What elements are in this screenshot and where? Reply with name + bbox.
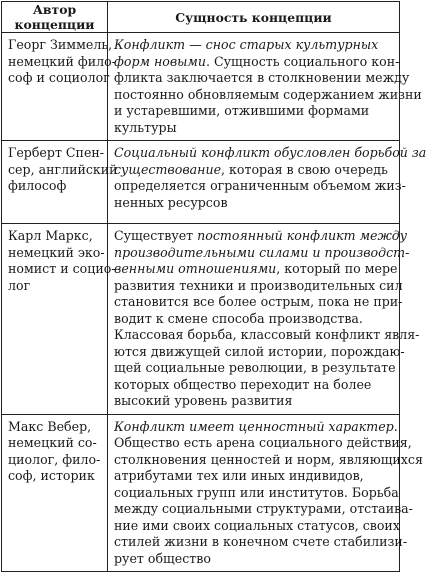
- essence-line: [114, 294, 403, 311]
- essence-line: [114, 195, 393, 212]
- essence-line: [114, 501, 413, 518]
- author-cell: [2, 33, 116, 141]
- essence-text: Общество есть арена социального действия,: [114, 435, 412, 450]
- essence-line: [114, 451, 423, 469]
- essence-italic-text: Конфликт имеет ценностный характер.: [114, 418, 398, 434]
- essence-line: [114, 360, 396, 377]
- author-line: сер, английский: [8, 161, 118, 177]
- author-line: номист и социо-: [8, 261, 116, 276]
- concepts-table: [1, 1, 426, 572]
- essence-line: [114, 228, 408, 245]
- essence-text: становится все более острым, пока не при-: [114, 294, 403, 309]
- essence-line: [114, 162, 393, 179]
- essence-text: между социальными структурами, отстаива-: [114, 501, 413, 516]
- essence-line: [114, 468, 393, 485]
- essence-text: . Сущность социального кон-: [205, 53, 400, 69]
- essence-text: Классовая борьба, классовый конфликт явля-: [114, 327, 420, 342]
- essence-italic-text: Конфликт — снос старых культурных: [114, 37, 379, 52]
- author-line: Георг Зиммель,: [8, 37, 113, 52]
- essence-line: [114, 551, 393, 568]
- essence-text: ненных ресурсов: [114, 194, 228, 210]
- essence-text: ние ими своих социальных статусов, своих: [114, 517, 400, 533]
- essence-text: Существует: [114, 228, 198, 243]
- essence-text: постоянно обновляемым содержанием жизни: [114, 86, 422, 102]
- essence-italic-text: венными отношениями: [114, 261, 277, 276]
- author-line: циолог, фило-: [8, 451, 101, 467]
- author-line: немецкий со-: [8, 435, 97, 450]
- author-line: философ: [8, 178, 67, 193]
- table-row: [2, 141, 400, 224]
- essence-line: [114, 517, 400, 535]
- essence-text: , которая в свою очередь: [221, 161, 388, 177]
- essence-text: стилей жизни в конечном счете стабилизи-: [114, 534, 408, 549]
- table-row: [2, 224, 400, 415]
- author-column-header: Автор концепции: [2, 2, 108, 33]
- essence-text: социальных групп или институтов. Борьба: [114, 484, 399, 500]
- essence-italic-text: производительными силами и производст-: [114, 244, 410, 260]
- essence-text: столкновения ценностей и норм, являющихся: [114, 451, 423, 467]
- essence-line: [114, 534, 408, 551]
- author-line: Макс Вебер,: [8, 418, 92, 434]
- essence-line: [114, 343, 405, 361]
- essence-text: и устаревшими, отжившими формами: [114, 103, 370, 118]
- essence-column-header: Сущность концепции: [108, 2, 400, 33]
- author-line: немецкий фило-: [8, 53, 116, 69]
- author-line: соф, историк: [8, 468, 95, 483]
- essence-line: [114, 70, 410, 87]
- author-line: немецкий эко-: [8, 244, 105, 260]
- table-row: [2, 414, 400, 572]
- author-cell: [2, 414, 108, 572]
- author-line: соф и социолог: [8, 70, 110, 85]
- essence-text: атрибутами тех или иных индивидов,: [114, 468, 364, 483]
- essence-line: [114, 53, 400, 71]
- essence-line: [114, 393, 393, 410]
- essence-text: ются движущей силой истории, порождаю-: [114, 343, 405, 359]
- essence-text: рует общество: [114, 550, 211, 566]
- essence-text: фликта заключается в столкновении между: [114, 70, 410, 85]
- essence-cell: [108, 414, 423, 572]
- essence-text: которых общество переходит на более: [114, 376, 372, 392]
- essence-line: [114, 120, 393, 137]
- table-header-row: [2, 2, 400, 33]
- essence-text: , который по мере: [276, 261, 398, 276]
- essence-cell: [108, 141, 426, 224]
- essence-line: [114, 484, 399, 502]
- author-line: Карл Маркс,: [8, 228, 93, 243]
- essence-text: щей социальные революции, в результате: [114, 360, 396, 375]
- essence-italic-text: Социальный конфликт обусловлен борьбой за: [114, 145, 426, 160]
- essence-line: [114, 86, 422, 104]
- essence-text: развития техники и производительных сил: [114, 277, 403, 293]
- essence-line: [114, 418, 398, 436]
- author-line: Герберт Спен-: [8, 145, 105, 160]
- essence-italic-text: постоянный конфликт между: [197, 228, 408, 243]
- essence-line: [114, 277, 403, 295]
- essence-line: [114, 327, 420, 344]
- essence-text: водит к смене способа производства.: [114, 310, 363, 326]
- author-cell: [2, 224, 116, 415]
- essence-line: [114, 145, 426, 162]
- essence-italic-text: форм новыми: [114, 53, 206, 69]
- essence-cell: [108, 224, 420, 415]
- essence-line: [114, 377, 393, 394]
- essence-text: культуры: [114, 119, 177, 135]
- essence-line: [114, 178, 406, 195]
- essence-italic-text: существование: [114, 161, 222, 177]
- essence-line: [114, 261, 398, 278]
- essence-line: [114, 311, 393, 328]
- essence-line: [114, 103, 393, 120]
- essence-line: [114, 435, 412, 452]
- essence-cell: [108, 33, 422, 141]
- table-row: [2, 33, 400, 141]
- essence-text: высокий уровень развития: [114, 393, 293, 408]
- essence-line: [114, 244, 410, 262]
- essence-line: [114, 37, 393, 54]
- author-cell: [2, 141, 118, 224]
- essence-text: определяется ограниченным объемом жиз-: [114, 178, 406, 193]
- author-line: лог: [8, 277, 31, 293]
